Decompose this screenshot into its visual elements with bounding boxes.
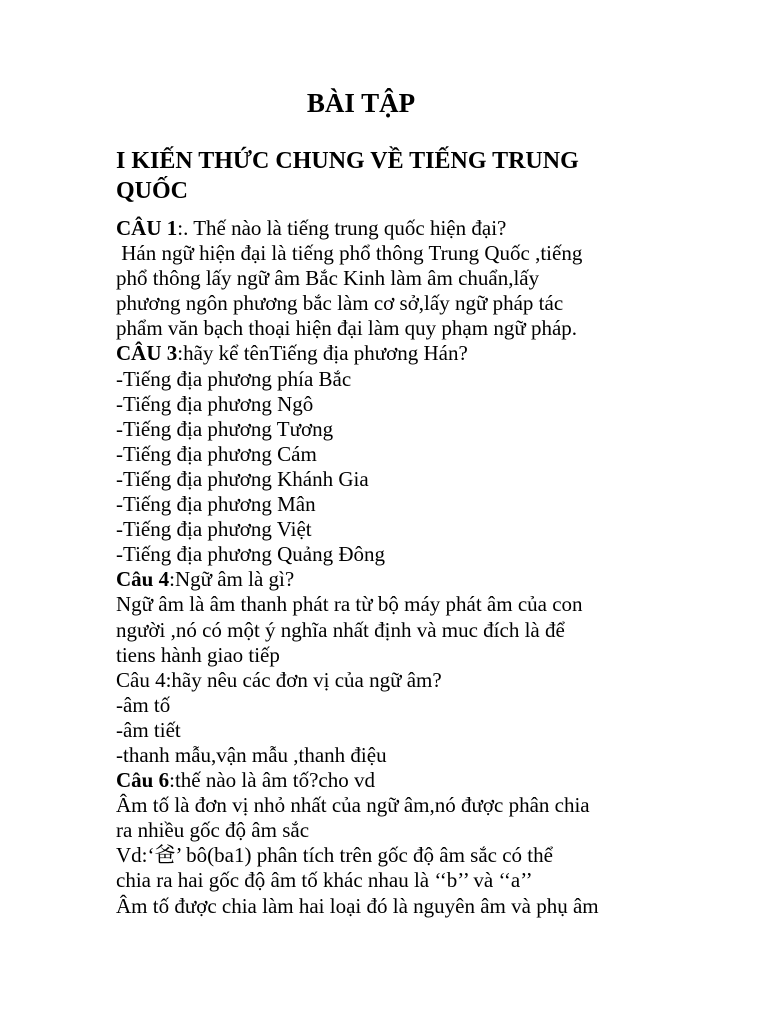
list-item: -Tiếng địa phương Ngô <box>116 391 314 416</box>
answer-1-line-4: phẩm văn bạch thoại hiện đại làm quy phạm ngữ pháp. <box>116 316 578 341</box>
question-4a-text: :Ngữ âm là gì? <box>169 567 295 592</box>
list-item: -Tiếng địa phương Cám <box>116 441 317 466</box>
question-1-text: :. Thế nào là tiếng trung quốc hiện đại? <box>177 216 507 240</box>
question-4a-label: Câu 4 <box>116 567 170 592</box>
question-1 <box>116 216 716 241</box>
question-6-text: :thế nào là âm tố?cho vd <box>169 768 375 793</box>
answer-6-line-4: chia ra hai gốc độ âm tố khác nhau là ‘‘b’’ và ‘‘a’’ <box>116 868 533 893</box>
document-body <box>116 216 716 919</box>
answer-6-line-5: Âm tố được chia làm hai loại đó là nguyên âm và phụ âm <box>116 893 599 918</box>
question-3-label: CÂU 3 <box>116 341 178 366</box>
answer-1-line-2: phổ thông lấy ngữ âm Bắc Kinh làm âm chuẩn,lấy <box>116 266 540 291</box>
list-item: -âm tố <box>116 692 171 717</box>
section-heading-line-1: I KIẾN THỨC CHUNG VỀ TIẾNG TRUNG <box>116 148 579 174</box>
answer-6-line-1: Âm tố là đơn vị nhỏ nhất của ngữ âm,nó được phân chia <box>116 793 590 818</box>
list-item: -Tiếng địa phương Việt <box>116 517 312 542</box>
section-heading <box>116 146 676 206</box>
page-title: BÀI TẬP <box>306 88 416 118</box>
answer-4a-line-2: người ,nó có một ý nghĩa nhất định và muc đích là để <box>116 617 565 642</box>
answer-6-line-3: Vd:‘爸’ bô(ba1) phân tích trên gốc độ âm sắc có thể <box>116 843 553 868</box>
list-item: -âm tiết <box>116 717 181 742</box>
question-4b: Câu 4:hãy nêu các đơn vị của ngữ âm? <box>116 667 442 692</box>
list-item: -Tiếng địa phương Quảng Đông <box>116 542 386 567</box>
question-6-label: Câu 6 <box>116 768 170 793</box>
answer-4a-line-3: tiens hành giao tiếp <box>116 642 280 667</box>
list-item: -Tiếng địa phương phía Bắc <box>116 366 352 391</box>
question-3 <box>116 341 716 366</box>
answer-4a-line-1: Ngữ âm là âm thanh phát ra từ bộ máy phát âm của con <box>116 592 583 617</box>
question-3-text: :hãy kể tênTiếng địa phương Hán? <box>177 341 468 366</box>
list-item: -Tiếng địa phương Tương <box>116 416 334 441</box>
answer-1-line-1: Hán ngữ hiện đại là tiếng phổ thông Trung Quốc ,tiếng <box>116 241 583 266</box>
list-item: -Tiếng địa phương Mân <box>116 492 316 517</box>
answer-6-line-2: ra nhiều gốc độ âm sắc <box>116 818 310 843</box>
answer-1-line-3: phương ngôn phương bắc làm cơ sở,lấy ngữ pháp tác <box>116 291 564 316</box>
question-6 <box>116 768 716 793</box>
question-1-label: CÂU 1 <box>116 216 178 240</box>
section-heading-line-2: QUỐC <box>116 178 188 204</box>
list-item: -Tiếng địa phương Khánh Gia <box>116 466 369 491</box>
list-item: -thanh mẫu,vận mẫu ,thanh điệu <box>116 742 387 767</box>
question-4a <box>116 567 716 592</box>
